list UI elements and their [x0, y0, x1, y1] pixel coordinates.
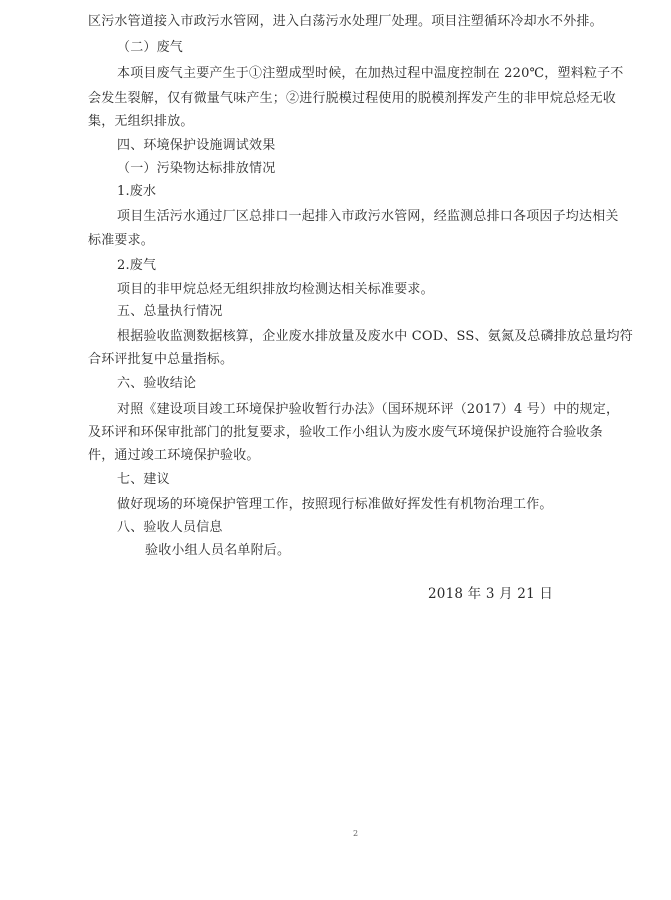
section-heading: 七、建议 — [117, 472, 170, 487]
paragraph-line: 项目的非甲烷总烃无组织排放均检测达相关标准要求。 — [117, 282, 434, 297]
document-date: 2018 年 3 月 21 日 — [428, 586, 554, 602]
paragraph-line: 项目生活污水通过厂区总排口一起排入市政污水管网，经监测总排口各项因子均达相关 — [117, 209, 619, 224]
paragraph-line: 会发生裂解，仅有微量气味产生；②进行脱模过程使用的脱模剂挥发产生的非甲烷总烃无收 — [88, 91, 617, 106]
paragraph-line: 标准要求。 — [88, 233, 155, 248]
paragraph-line: 集，无组织排放。 — [88, 114, 194, 129]
paragraph-line: 件，通过竣工环境保护验收。 — [88, 448, 260, 463]
paragraph-line: 合环评批复中总量指标。 — [88, 352, 234, 367]
paragraph-line: 及环评和环保审批部门的批复要求，验收工作小组认为废水废气环境保护设施符合验收条 — [88, 425, 603, 440]
section-heading: 八、验收人员信息 — [117, 520, 223, 535]
paragraph-line: 本项目废气主要产生于①注塑成型时候，在加热过程中温度控制在 220℃，塑料粒子不 — [117, 66, 624, 81]
section-heading: 四、环境保护设施调试效果 — [117, 138, 276, 153]
paragraph-line: 对照《建设项目竣工环境保护验收暂行办法》（国环规环评（2017）4 号）中的规定， — [117, 402, 620, 417]
paragraph-line: 根据验收监测数据核算，企业废水排放量及废水中 COD、SS、氨氮及总磷排放总量均符 — [117, 329, 633, 344]
paragraph-line: 做好现场的环境保护管理工作，按照现行标准做好挥发性有机物治理工作。 — [117, 497, 553, 512]
paragraph-line: 验收小组人员名单附后。 — [145, 543, 291, 558]
section-heading: 1.废水 — [117, 184, 157, 199]
section-heading: 六、验收结论 — [117, 376, 197, 391]
section-heading: 五、总量执行情况 — [117, 304, 223, 319]
section-heading: 2.废气 — [117, 258, 157, 273]
section-heading: （一）污染物达标排放情况 — [117, 161, 276, 176]
page-number: 2 — [353, 829, 359, 838]
section-heading: （二）废气 — [117, 40, 184, 55]
paragraph-line: 区污水管道接入市政污水管网，进入白荡污水处理厂处理。项目注塑循环冷却水不外排。 — [88, 14, 603, 29]
